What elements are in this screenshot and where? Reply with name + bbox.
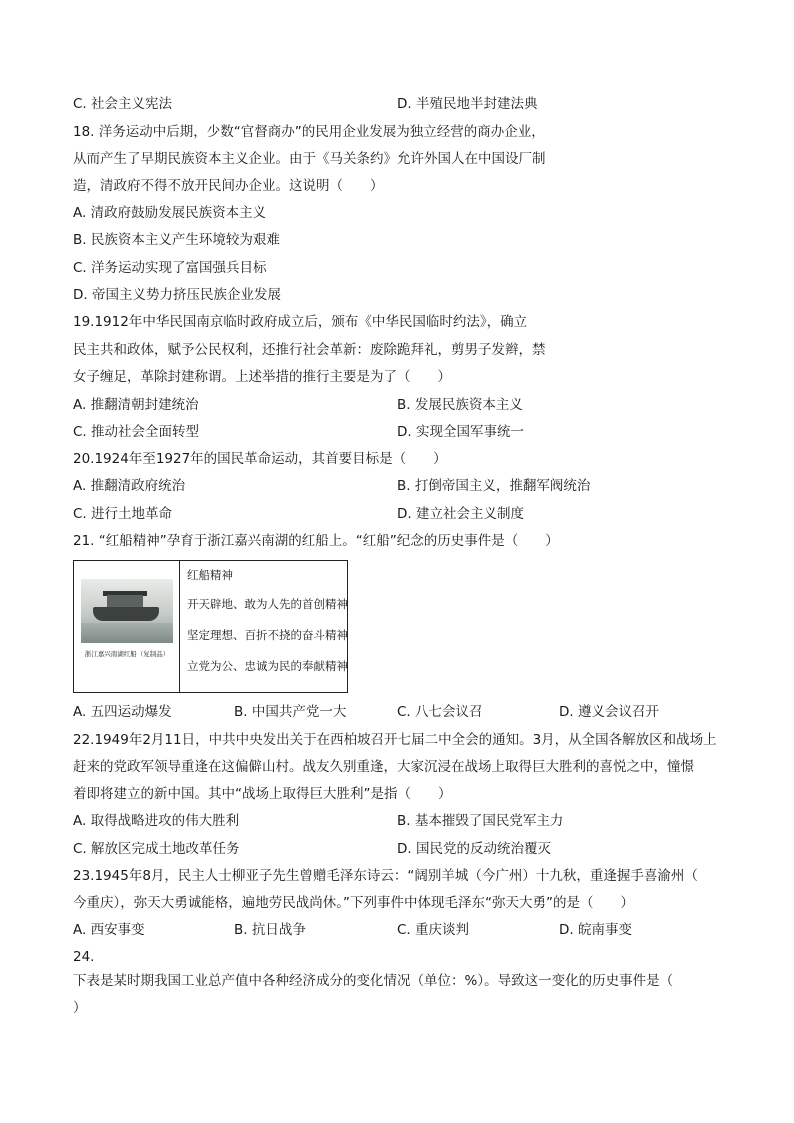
q23-stem-line-2: 今重庆），弥天大勇诚能格，遍地劳民战尚休。”下列事件中体现毛泽东“弥天大勇”的是（ ） bbox=[73, 895, 634, 911]
photo-caption: 浙江嘉兴南湖红船（复制品） bbox=[84, 650, 170, 658]
q22-option-b[interactable]: B. 基本摧毁了国民党军主力 bbox=[397, 813, 564, 829]
q21-option-c[interactable]: C. 八七会议召 bbox=[397, 704, 483, 720]
q23-option-b[interactable]: B. 抗日战争 bbox=[234, 922, 306, 938]
q24-stem-line-2: ） bbox=[73, 1000, 87, 1016]
figure-row-3: 立党为公、忠诚为民的奉献精神 bbox=[187, 659, 348, 673]
q20-stem: 20.1924年至1927年的国民革命运动，其首要目标是（ ） bbox=[73, 451, 447, 467]
q17-option-c[interactable]: C. 社会主义宪法 bbox=[73, 96, 173, 112]
q20-option-a[interactable]: A. 推翻清政府统治 bbox=[73, 478, 186, 494]
q19-option-b[interactable]: B. 发展民族资本主义 bbox=[397, 397, 523, 413]
q24-number: 24. bbox=[73, 949, 95, 965]
q22-option-c[interactable]: C. 解放区完成土地改革任务 bbox=[73, 841, 240, 857]
red-boat-photo-panel bbox=[74, 561, 180, 692]
q19-stem-line-1: 19.1912年中华民国南京临时政府成立后，颁布《中华民国临时约法》，确立 bbox=[73, 314, 528, 330]
q21-stem: 21. “红船精神”孕育于浙江嘉兴南湖的红船上。“红船”纪念的历史事件是（ ） bbox=[73, 533, 559, 549]
q23-stem-line-1: 23.1945年8月，民主人士柳亚子先生曾赠毛泽东诗云：“阔别羊城（今广州）十九秋，重逢握手喜渝州（ bbox=[73, 868, 698, 884]
q21-option-d[interactable]: D. 遵义会议召开 bbox=[559, 704, 659, 720]
q18-option-a[interactable]: A. 清政府鼓励发展民族资本主义 bbox=[73, 205, 267, 221]
q23-option-a[interactable]: A. 西安事变 bbox=[73, 922, 145, 938]
figure-title: 红船精神 bbox=[187, 568, 233, 582]
q18-option-b[interactable]: B. 民族资本主义产生环境较为艰难 bbox=[73, 232, 280, 248]
q20-option-d[interactable]: D. 建立社会主义制度 bbox=[397, 506, 524, 522]
q24-stem-line-1: 下表是某时期我国工业总产值中各种经济成分的变化情况（单位：%）。导致这一变化的历史事件是（ bbox=[73, 973, 674, 989]
q19-stem-line-2: 民主共和政体，赋予公民权利，还推行社会革新：废除跪拜礼，剪男子发辫，禁 bbox=[73, 342, 546, 358]
q19-option-d[interactable]: D. 实现全国军事统一 bbox=[397, 424, 524, 440]
q19-option-a[interactable]: A. 推翻清朝封建统治 bbox=[73, 397, 199, 413]
q17-option-d[interactable]: D. 半殖民地半封建法典 bbox=[397, 96, 538, 112]
red-boat-photo bbox=[81, 579, 173, 643]
q18-stem-line-3: 造，清政府不得不放开民间办企业。这说明（ ） bbox=[73, 178, 384, 194]
q18-option-d[interactable]: D. 帝国主义势力挤压民族企业发展 bbox=[73, 287, 281, 303]
q22-stem-line-2: 赶来的党政军领导重逢在这偏僻山村。战友久别重逢，大家沉浸在战场上取得巨大胜利的喜悦之中，憧憬 bbox=[73, 759, 694, 775]
q21-option-a[interactable]: A. 五四运动爆发 bbox=[73, 704, 172, 720]
q22-stem-line-1: 22.1949年2月11日，中共中央发出关于在西柏坡召开七届二中全会的通知。3月，从全国各解放区和战场上 bbox=[73, 732, 717, 748]
q22-option-a[interactable]: A. 取得战略进攻的伟大胜利 bbox=[73, 813, 240, 829]
q21-option-b[interactable]: B. 中国共产党一大 bbox=[234, 704, 347, 720]
q19-option-c[interactable]: C. 推动社会全面转型 bbox=[73, 424, 200, 440]
figure-row-2: 坚定理想、百折不挠的奋斗精神 bbox=[187, 628, 348, 642]
red-boat-figure bbox=[73, 560, 348, 693]
q22-option-d[interactable]: D. 国民党的反动统治覆灭 bbox=[397, 841, 551, 857]
q19-stem-line-3: 女子缠足，革除封建称谓。上述举措的推行主要是为了（ ） bbox=[73, 369, 451, 385]
q22-stem-line-3: 着即将建立的新中国。其中“战场上取得巨大胜利”是指（ ） bbox=[73, 786, 452, 802]
q18-stem-line-2: 从而产生了早期民族资本主义企业。由于《马关条约》允许外国人在中国设厂制 bbox=[73, 151, 546, 167]
q18-option-c[interactable]: C. 洋务运动实现了富国强兵目标 bbox=[73, 260, 267, 276]
figure-row-1: 开天辟地、敢为人先的首创精神 bbox=[187, 597, 348, 611]
q23-option-d[interactable]: D. 皖南事变 bbox=[559, 922, 632, 938]
q20-option-b[interactable]: B. 打倒帝国主义，推翻军阀统治 bbox=[397, 478, 591, 494]
q20-option-c[interactable]: C. 进行土地革命 bbox=[73, 506, 173, 522]
q23-option-c[interactable]: C. 重庆谈判 bbox=[397, 922, 470, 938]
q18-stem-line-1: 18. 洋务运动中后期，少数“官督商办”的民用企业发展为独立经营的商办企业， bbox=[73, 124, 545, 140]
